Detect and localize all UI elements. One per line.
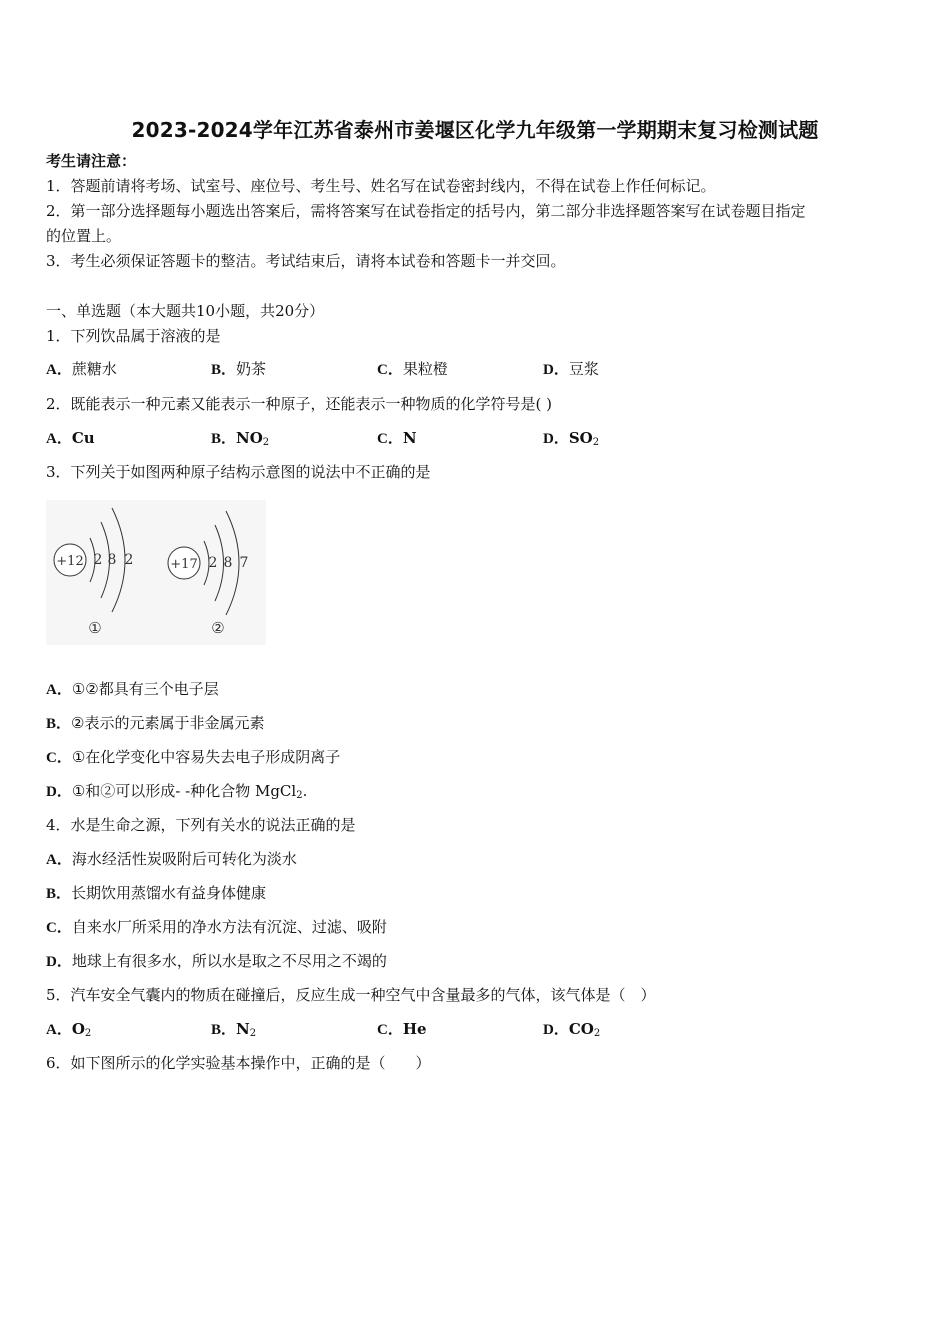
atom-1-electrons-shell-2: 8 xyxy=(107,552,117,568)
q5-stem: 5．汽车安全气囊内的物质在碰撞后，反应生成一种空气中含量最多的气体，该气体是（ ） xyxy=(46,986,656,1004)
atom-1-nucleus-charge: +12 xyxy=(56,554,84,569)
q5-option-d: D．$CO_2$ xyxy=(543,1020,601,1039)
atom-2-nucleus-charge: +17 xyxy=(170,557,198,572)
q3-option-d: D．①和②可以形成- -种化合物 MgCl$_2$. xyxy=(46,782,308,801)
q1-option-c: C．果粒橙 xyxy=(377,360,448,378)
notice-item-2: 2．第一部分选择题每小题选出答案后，需将答案写在试卷指定的括号内，第二部分非选择题答案写在试卷题目指定 xyxy=(46,202,806,220)
q4-option-d: D．地球上有很多水，所以水是取之不尽用之不竭的 xyxy=(46,952,387,970)
q3-option-a: A．①②都具有三个电子层 xyxy=(46,680,219,698)
q2-option-a: A．Cu xyxy=(46,429,95,447)
atom-2-electrons-shell-3: 7 xyxy=(239,555,249,571)
q2-option-c: C．N xyxy=(377,429,417,447)
notice-item-1: 1．答题前请将考场、试室号、座位号、考生号、姓名写在试卷密封线内，不得在试卷上作任何标记。 xyxy=(46,177,716,195)
q1-option-b: B．奶茶 xyxy=(211,360,267,378)
atomic-structure-diagram xyxy=(46,500,266,645)
q1-stem: 1．下列饮品属于溶液的是 xyxy=(46,327,221,345)
page-title: 2023-2024学年江苏省泰州市姜堰区化学九年级第一学期期末复习检测试题 xyxy=(131,118,819,142)
q2-option-d: D．$SO_2$ xyxy=(543,429,600,448)
q3-stem: 3．下列关于如图两种原子结构示意图的说法中不正确的是 xyxy=(46,463,431,481)
atom-1-label: ① xyxy=(88,619,102,637)
atom-2-electrons-shell-2: 8 xyxy=(223,555,233,571)
q1-option-d: D．豆浆 xyxy=(543,360,599,378)
q4-option-a: A．海水经活性炭吸附后可转化为淡水 xyxy=(46,850,297,868)
q5-option-b: B．$N_2$ xyxy=(211,1020,257,1039)
notice-heading: 考生请注意： xyxy=(46,152,137,170)
q6-stem: 6．如下图所示的化学实验基本操作中，正确的是（ ） xyxy=(46,1054,431,1072)
q5-option-c: C．He xyxy=(377,1020,427,1038)
q1-option-a: A．蔗糖水 xyxy=(46,360,117,378)
atom-2-label: ② xyxy=(211,619,225,637)
section-heading: 一、单选题（本大题共10小题，共20分） xyxy=(46,302,325,320)
q4-option-b: B．长期饮用蒸馏水有益身体健康 xyxy=(46,884,267,902)
notice-item-2-cont: 的位置上。 xyxy=(46,227,122,245)
atom-1-electrons-shell-1: 2 xyxy=(93,552,103,568)
q3-option-c: C．①在化学变化中容易失去电子形成阴离子 xyxy=(46,748,341,766)
q5-option-a: A．$O_2$ xyxy=(46,1020,92,1039)
q3-option-b: B．②表示的元素属于非金属元素 xyxy=(46,714,265,732)
atom-2-electrons-shell-1: 2 xyxy=(208,555,218,571)
notice-item-3: 3．考生必须保证答题卡的整洁。考试结束后，请将本试卷和答题卡一并交回。 xyxy=(46,252,566,270)
q2-option-b: B．$NO_2$ xyxy=(211,429,270,448)
q4-stem: 4．水是生命之源，下列有关水的说法正确的是 xyxy=(46,816,356,834)
q4-option-c: C．自来水厂所采用的净水方法有沉淀、过滤、吸附 xyxy=(46,918,387,936)
q2-stem: 2．既能表示一种元素又能表示一种原子，还能表示一种物质的化学符号是( ) xyxy=(46,395,553,413)
atom-1-electrons-shell-3: 2 xyxy=(124,552,134,568)
